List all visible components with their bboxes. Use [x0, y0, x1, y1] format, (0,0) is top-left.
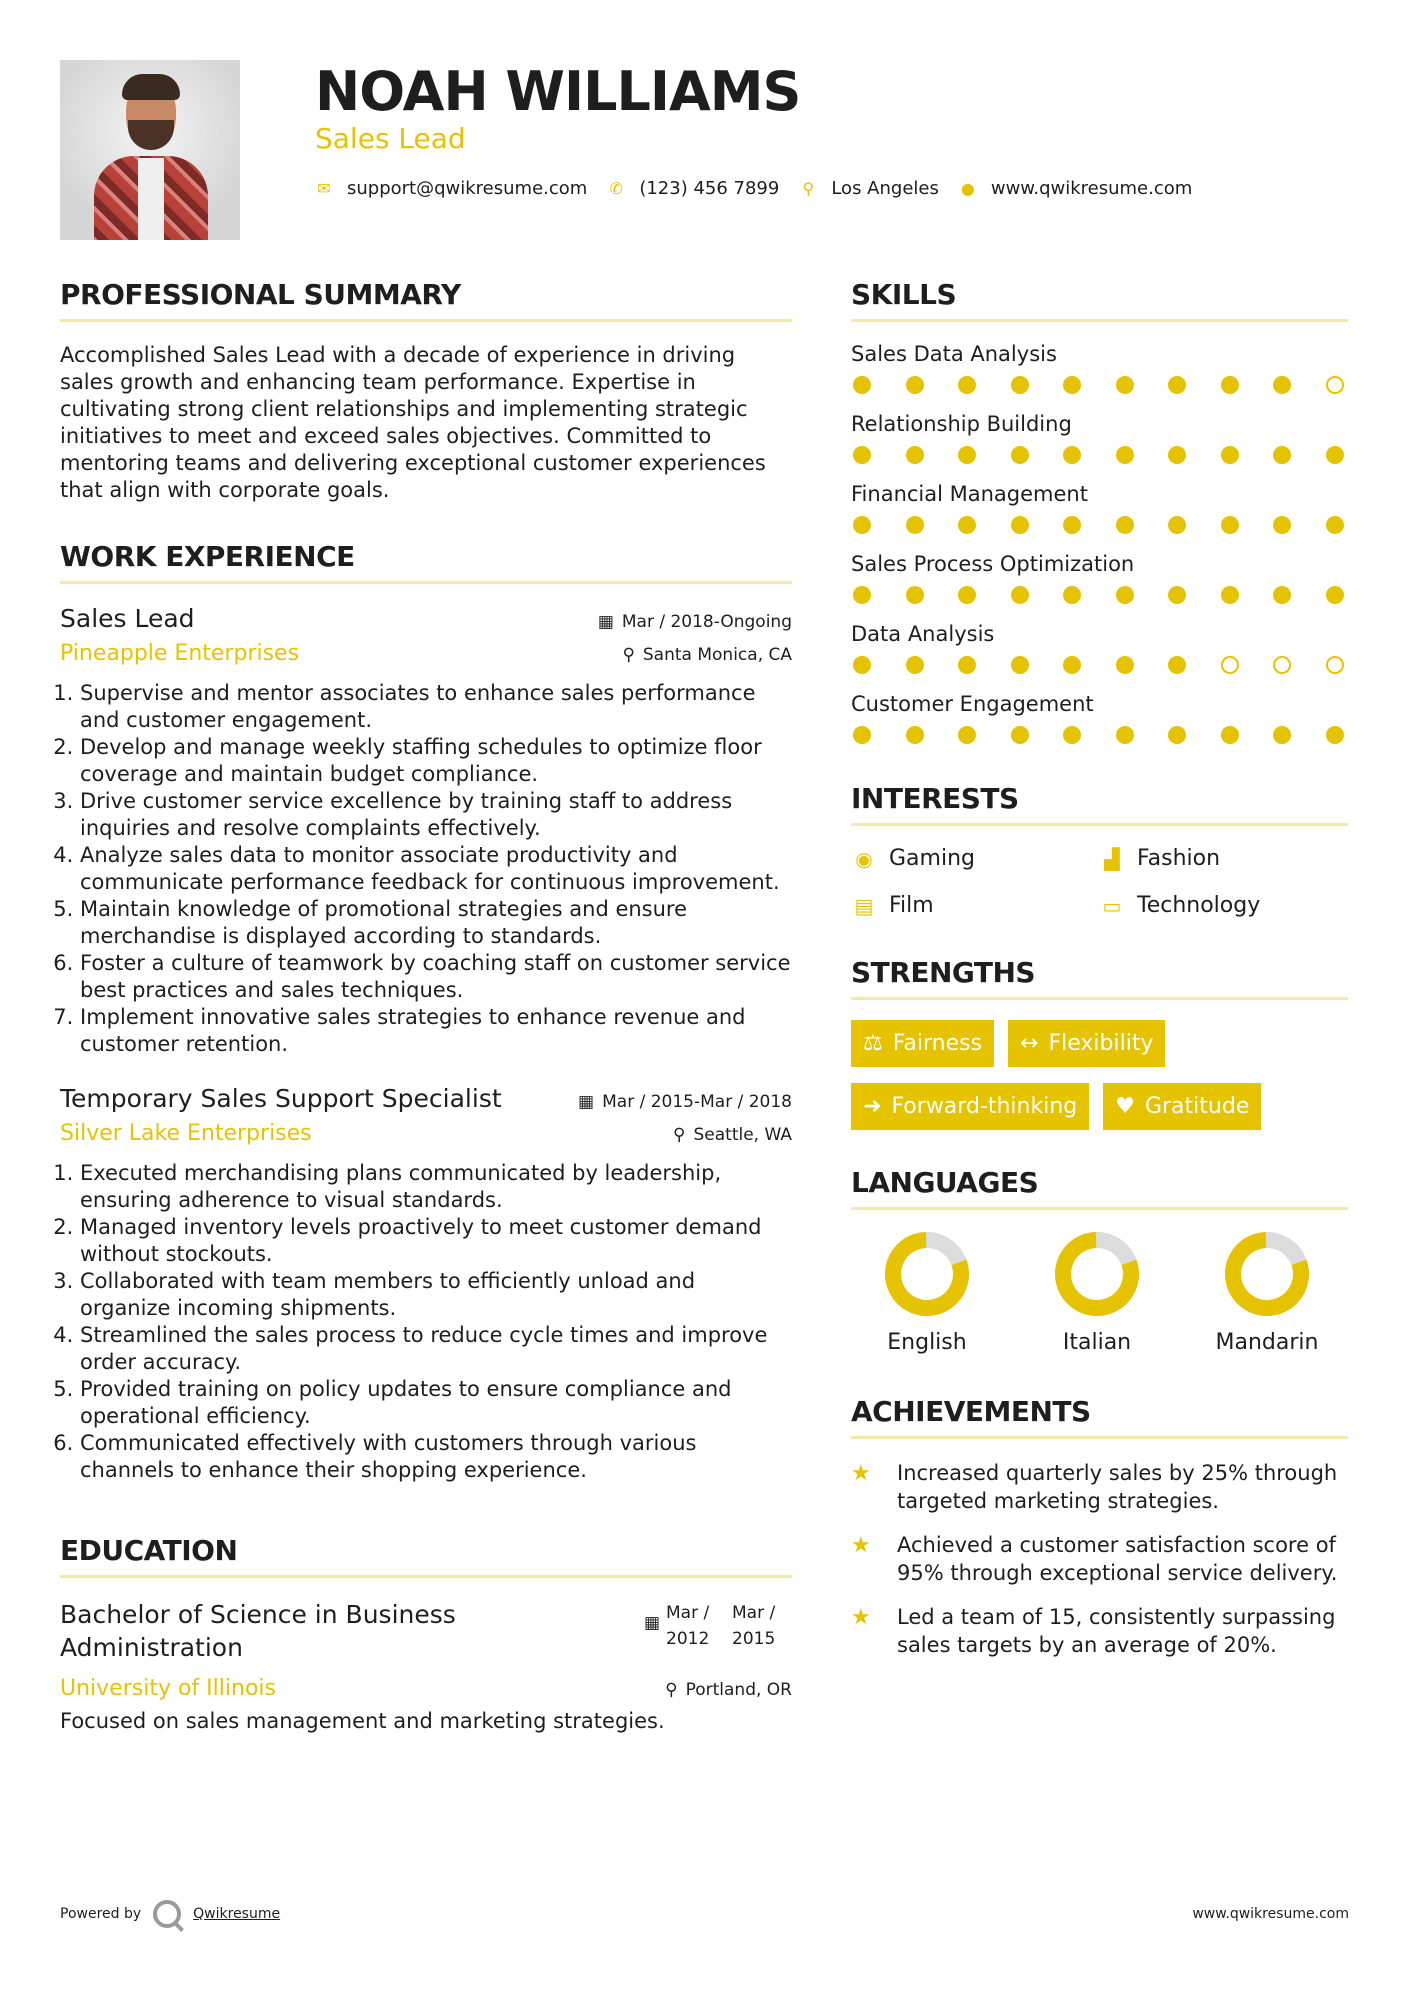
- rating-dot-filled: [853, 656, 871, 674]
- pin-icon: ⚲: [665, 1680, 678, 1700]
- rating-dot-filled: [1011, 726, 1029, 744]
- summary-heading: PROFESSIONAL SUMMARY: [60, 278, 792, 322]
- map-pin-icon: ⚲: [802, 179, 815, 198]
- education-location: Portland, OR: [685, 1680, 792, 1700]
- job-location: Santa Monica, CA: [642, 645, 792, 665]
- list-item: 6. Communicated effectively with customers through various channels to enhance their shopping experience.: [80, 1430, 792, 1484]
- contact-location: [799, 178, 939, 199]
- list-item: 3. Collaborated with team members to efficiently unload and organize incoming shipments.: [80, 1268, 792, 1322]
- profile-photo: [60, 60, 240, 240]
- achievements-heading: ACHIEVEMENTS: [851, 1395, 1348, 1439]
- interests-list: [851, 846, 1348, 918]
- rating-dot-filled: [1011, 586, 1029, 604]
- strengths-heading: STRENGTHS: [851, 956, 1348, 1000]
- rating-dot-filled: [1221, 446, 1239, 464]
- heart-icon: ♥: [1115, 1094, 1135, 1119]
- list-item: 2. Develop and manage weekly staffing schedules to optimize floor coverage and maintain budget compliance.: [80, 734, 792, 788]
- experience-heading: WORK EXPERIENCE: [60, 540, 792, 584]
- rating-dot-empty: [1326, 656, 1344, 674]
- rating-dot-filled: [1273, 586, 1291, 604]
- rating-dot-filled: [1116, 376, 1134, 394]
- skill-name: Sales Data Analysis: [851, 342, 1057, 366]
- rating-dot-filled: [906, 726, 924, 744]
- rating-dot-filled: [1116, 586, 1134, 604]
- skill-rating: [851, 376, 1348, 394]
- skill-item: [851, 622, 1348, 674]
- calendar-icon: ▦: [578, 1092, 595, 1112]
- rating-dot-filled: [958, 376, 976, 394]
- list-item: 7. Implement innovative sales strategies to enhance revenue and customer retention.: [80, 1004, 792, 1058]
- skill-item: [851, 692, 1348, 744]
- job-entry-1: [60, 604, 792, 1058]
- contact-phone[interactable]: [607, 178, 779, 199]
- contact-email-text: support@qwikresume.com: [347, 178, 588, 199]
- language-item: [1203, 1230, 1331, 1355]
- skill-name: Financial Management: [851, 482, 1088, 506]
- rating-dot-filled: [1063, 376, 1081, 394]
- rating-dot-filled: [1063, 446, 1081, 464]
- interest-item: ▟ Fashion: [1099, 846, 1347, 871]
- gamepad-icon: ◉: [855, 846, 873, 871]
- rating-dot-filled: [958, 516, 976, 534]
- job-company: Pineapple Enterprises: [60, 641, 300, 666]
- skill-item: [851, 482, 1348, 534]
- list-item: 1. Supervise and mentor associates to enhance sales performance and customer engagement.: [80, 680, 792, 734]
- job-entry-2: [60, 1084, 792, 1484]
- rating-dot-filled: [1063, 586, 1081, 604]
- rating-dot-filled: [1063, 656, 1081, 674]
- brand-link[interactable]: Qwikresume: [193, 1906, 281, 1922]
- rating-dot-filled: [1326, 516, 1344, 534]
- skill-item: [851, 552, 1348, 604]
- rating-dot-filled: [1273, 446, 1291, 464]
- job-bullets: [60, 1160, 792, 1484]
- languages-heading: LANGUAGES: [851, 1166, 1348, 1210]
- rating-dot-filled: [1011, 446, 1029, 464]
- rating-dot-filled: [1221, 376, 1239, 394]
- rating-dot-filled: [958, 446, 976, 464]
- language-name: Italian: [1062, 1330, 1132, 1355]
- rating-dot-filled: [1168, 656, 1186, 674]
- shopping-bag-icon: ▟: [1104, 846, 1120, 871]
- balance-scale-icon: ⚖: [863, 1031, 883, 1056]
- rating-dot-filled: [906, 516, 924, 534]
- rating-dot-filled: [1168, 516, 1186, 534]
- rating-dot-filled: [1011, 656, 1029, 674]
- rating-dot-filled: [1116, 726, 1134, 744]
- education-description: Focused on sales management and marketing strategies.: [60, 1709, 665, 1733]
- candidate-name: NOAH WILLIAMS: [315, 60, 801, 123]
- language-item: [1033, 1230, 1161, 1355]
- list-item: 1. Executed merchandising plans communicated by leadership, ensuring adherence to visual standards.: [80, 1160, 792, 1214]
- rating-dot-filled: [1168, 376, 1186, 394]
- rating-dot-filled: [1116, 446, 1134, 464]
- rating-dot-filled: [906, 586, 924, 604]
- education-end: Mar / 2015: [732, 1603, 776, 1649]
- achievement-item: ★ Led a team of 15, consistently surpassing sales targets by an average of 20%.: [851, 1605, 1336, 1657]
- rating-dot-filled: [1221, 586, 1239, 604]
- film-icon: ▤: [854, 893, 874, 918]
- powered-by-label: Powered by: [60, 1906, 142, 1922]
- rating-dot-filled: [1221, 726, 1239, 744]
- contact-email[interactable]: [315, 178, 587, 199]
- job-company: Silver Lake Enterprises: [60, 1121, 312, 1146]
- calendar-icon: ▦: [643, 1613, 660, 1633]
- job-location: Seattle, WA: [693, 1125, 792, 1145]
- laptop-icon: ▭: [1102, 893, 1122, 918]
- achievements-list: [851, 1459, 1348, 1659]
- list-item: 2. Managed inventory levels proactively to meet customer demand without stockouts.: [80, 1214, 792, 1268]
- skill-name: Sales Process Optimization: [851, 552, 1135, 576]
- rating-dot-filled: [906, 376, 924, 394]
- education-heading: EDUCATION: [60, 1534, 792, 1578]
- rating-dot-filled: [906, 656, 924, 674]
- footer-url[interactable]: www.qwikresume.com: [1192, 1906, 1349, 1922]
- contact-location-text: Los Angeles: [831, 178, 939, 199]
- language-name: Mandarin: [1215, 1330, 1319, 1355]
- skill-item: [851, 342, 1348, 394]
- list-item: 3. Drive customer service excellence by training staff to address inquiries and resolve complaints effectively.: [80, 788, 792, 842]
- skill-rating: [851, 586, 1348, 604]
- skill-rating: [851, 726, 1348, 744]
- education-start: Mar / 2012: [666, 1603, 710, 1649]
- achievement-item: ★ Achieved a customer satisfaction score of 95% through exceptional service delivery.: [851, 1533, 1338, 1585]
- rating-dot-filled: [1011, 516, 1029, 534]
- language-name: English: [887, 1330, 967, 1355]
- education-school: University of Illinois: [60, 1676, 276, 1701]
- rating-dot-filled: [1116, 656, 1134, 674]
- qwikresume-logo-icon: [153, 1900, 181, 1928]
- rating-dot-filled: [853, 516, 871, 534]
- job-dates: Mar / 2018-Ongoing: [621, 612, 792, 632]
- strengths-list: [851, 1020, 1348, 1130]
- globe-icon: ●: [960, 179, 975, 198]
- star-icon: ★: [851, 1605, 871, 1630]
- language-item: [863, 1230, 991, 1355]
- rating-dot-empty: [1273, 656, 1291, 674]
- language-donut: [883, 1230, 971, 1318]
- envelope-icon: ✉: [317, 179, 331, 198]
- list-item: 4. Streamlined the sales process to reduce cycle times and improve order accuracy.: [80, 1322, 792, 1376]
- rating-dot-filled: [958, 726, 976, 744]
- rating-dot-filled: [853, 726, 871, 744]
- language-donut: [1053, 1230, 1141, 1318]
- language-donut: [1223, 1230, 1311, 1318]
- phone-icon: ✆: [609, 179, 624, 198]
- list-item: 5. Maintain knowledge of promotional strategies and ensure merchandise is displayed according to standards.: [80, 896, 792, 950]
- interest-item: ▤ Film: [851, 893, 1099, 918]
- interests-heading: INTERESTS: [851, 782, 1348, 826]
- contact-website-text: www.qwikresume.com: [990, 178, 1193, 199]
- star-icon: ★: [851, 1533, 871, 1558]
- rating-dot-filled: [906, 446, 924, 464]
- rating-dot-filled: [1273, 726, 1291, 744]
- skill-name: Data Analysis: [851, 622, 995, 646]
- rating-dot-filled: [1168, 586, 1186, 604]
- list-item: 6. Foster a culture of teamwork by coaching staff on customer service best practices and sales techniques.: [80, 950, 792, 1004]
- skill-rating: [851, 516, 1348, 534]
- rating-dot-filled: [1168, 726, 1186, 744]
- rating-dot-filled: [853, 446, 871, 464]
- calendar-icon: ▦: [597, 612, 614, 632]
- rating-dot-filled: [1063, 726, 1081, 744]
- strength-tag: ↔ Flexibility: [1008, 1020, 1165, 1067]
- rating-dot-empty: [1326, 376, 1344, 394]
- rating-dot-filled: [1326, 586, 1344, 604]
- strength-tag: ➜ Forward-thinking: [851, 1083, 1089, 1130]
- candidate-title: Sales Lead: [315, 122, 466, 155]
- summary-text: Accomplished Sales Lead with a decade of experience in driving sales growth and enhancing team performance. Expertise in cultivating strong client relationships and implementing strategic initiatives to meet and exceed sales objectives. Committed to mentoring teams and delivering exceptional customer experiences that align with corporate goals.: [60, 343, 766, 502]
- contact-website[interactable]: [959, 178, 1192, 199]
- rating-dot-filled: [1326, 726, 1344, 744]
- rating-dot-filled: [853, 376, 871, 394]
- skill-rating: [851, 656, 1348, 674]
- rating-dot-filled: [1326, 446, 1344, 464]
- list-item: 5. Provided training on policy updates to ensure compliance and operational efficiency.: [80, 1376, 792, 1430]
- rating-dot-filled: [958, 656, 976, 674]
- rating-dot-filled: [1116, 516, 1134, 534]
- rating-dot-filled: [1063, 516, 1081, 534]
- job-bullets: [60, 680, 792, 1058]
- rating-dot-filled: [958, 586, 976, 604]
- rating-dot-filled: [1168, 446, 1186, 464]
- job-dates: Mar / 2015-Mar / 2018: [602, 1092, 792, 1112]
- interest-item: ▭ Technology: [1099, 893, 1347, 918]
- education-degree: Bachelor of Science in Business Administration: [60, 1600, 456, 1662]
- arrow-right-icon: ➜: [863, 1094, 882, 1119]
- skill-item: [851, 412, 1348, 464]
- contact-bar: [315, 178, 1192, 199]
- left-column: [60, 278, 792, 1733]
- strength-tag: ♥ Gratitude: [1103, 1083, 1261, 1130]
- skill-name: Relationship Building: [851, 412, 1072, 436]
- contact-phone-text: (123) 456 7899: [639, 178, 780, 199]
- footer-powered-by: [60, 1900, 280, 1928]
- achievement-item: ★ Increased quarterly sales by 25% through targeted marketing strategies.: [851, 1461, 1338, 1513]
- pin-icon: ⚲: [673, 1125, 686, 1145]
- list-item: 4. Analyze sales data to monitor associate productivity and communicate performance feedback for continuous improvement.: [80, 842, 792, 896]
- skill-rating: [851, 446, 1348, 464]
- strength-tag: ⚖ Fairness: [851, 1020, 994, 1067]
- languages-list: [851, 1230, 1348, 1355]
- star-icon: ★: [851, 1461, 871, 1486]
- pin-icon: ⚲: [622, 645, 635, 665]
- arrows-horizontal-icon: ↔: [1020, 1031, 1039, 1056]
- right-column: [851, 278, 1348, 1675]
- rating-dot-filled: [1221, 516, 1239, 534]
- rating-dot-filled: [853, 586, 871, 604]
- skill-name: Customer Engagement: [851, 692, 1094, 716]
- rating-dot-filled: [1273, 516, 1291, 534]
- job-role: Temporary Sales Support Specialist: [60, 1084, 502, 1113]
- rating-dot-empty: [1221, 656, 1239, 674]
- education-entry: [60, 1598, 792, 1664]
- skills-heading: SKILLS: [851, 278, 1348, 322]
- interest-item: ◉ Gaming: [851, 846, 1099, 871]
- job-role: Sales Lead: [60, 604, 195, 633]
- rating-dot-filled: [1273, 376, 1291, 394]
- rating-dot-filled: [1011, 376, 1029, 394]
- skills-list: [851, 342, 1348, 744]
